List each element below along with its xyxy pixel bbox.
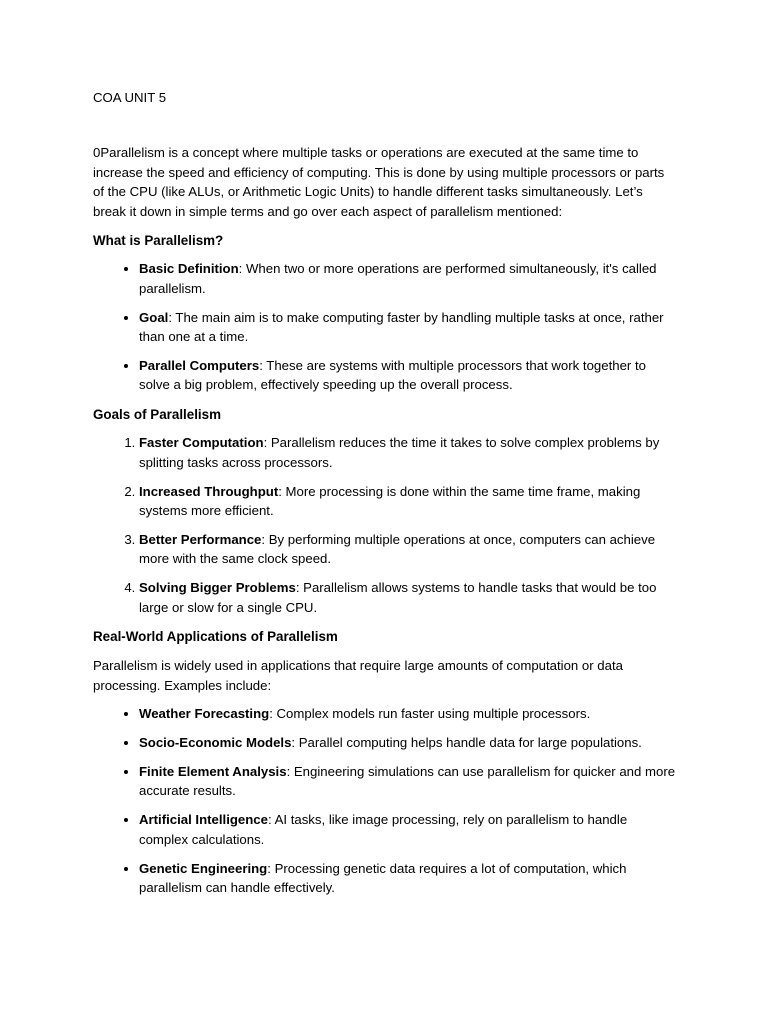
list-item-term: Genetic Engineering (139, 860, 268, 876)
intro-paragraph: 0Parallelism is a concept where multiple tasks or operations are executed at the same time to increase the speed and efficiency of computing. This is done by using multiple processors or parts of the CPU (like ALUs, or Arithmetic Logic Units) to handle different tasks simultaneously. Let’s break it down in simple terms and go over each aspect of parallelism mentioned: (93, 145, 665, 219)
list-item (139, 433, 678, 472)
list-item-term: Socio-Economic Models (139, 735, 292, 751)
list-item-term: Basic Definition (139, 261, 239, 277)
list-item (139, 482, 678, 521)
applications-list (93, 704, 678, 897)
list-item-text: : By performing multiple operations at once, computers can achieve more with the same clock speed. (139, 531, 656, 567)
list-item-text: : Parallel computing helps handle data for large populations. (291, 735, 642, 751)
heading-goals-of-parallelism: Goals of Parallelism (93, 406, 222, 422)
list-item-text: : Processing genetic data requires a lot of computation, which parallelism can handle effectively. (139, 860, 627, 896)
list-item (139, 530, 678, 569)
list-item-text: : Parallelism allows systems to handle tasks that would be too large or slow for a single CPU. (139, 580, 657, 615)
what-is-list (93, 259, 678, 394)
list-item-text: : When two or more operations are performed simultaneously, it's called parallelism. (139, 261, 657, 296)
list-item-term: Faster Computation (139, 435, 264, 451)
list-item (139, 810, 678, 849)
list-item-text: : The main aim is to make computing faster by handling multiple tasks at once, rather than one at a time. (139, 309, 664, 345)
list-item-term: Artificial Intelligence (139, 812, 268, 828)
list-item (139, 733, 678, 752)
list-item (139, 704, 678, 723)
list-item (139, 308, 678, 347)
list-item-term: Increased Throughput (139, 483, 279, 499)
list-item-text: : Complex models run faster using multiple processors. (269, 706, 591, 722)
list-item-term: Goal (139, 309, 169, 325)
list-item (139, 356, 678, 395)
list-item-term: Better Performance (139, 531, 262, 547)
document-title: COA UNIT 5 (93, 90, 167, 105)
list-item-text: : Engineering simulations can use parallelism for quicker and more accurate results. (139, 764, 676, 799)
list-item-term: Finite Element Analysis (139, 764, 287, 780)
applications-intro: Parallelism is widely used in applications that require large amounts of computation or data processing. Examples include: (93, 658, 623, 693)
heading-real-world-applications: Real-World Applications of Parallelism (93, 629, 338, 645)
list-item-text: : These are systems with multiple processors that work together to solve a big problem, effectively speeding up the overall process. (139, 358, 646, 393)
list-item (139, 762, 678, 801)
list-item (139, 259, 678, 298)
list-item (139, 578, 678, 617)
list-item-term: Solving Bigger Problems (139, 580, 296, 596)
goals-list (93, 433, 678, 617)
list-item-term: Parallel Computers (139, 358, 260, 374)
list-item-text: : Parallelism reduces the time it takes to solve complex problems by splitting tasks across processors. (139, 435, 660, 470)
list-item-text: : AI tasks, like image processing, rely on parallelism to handle complex calculations. (139, 812, 628, 847)
list-item (139, 859, 678, 898)
heading-what-is-parallelism: What is Parallelism? (93, 233, 224, 249)
list-item-text: : More processing is done within the same time frame, making systems more efficient. (139, 483, 641, 518)
list-item-term: Weather Forecasting (139, 706, 270, 722)
